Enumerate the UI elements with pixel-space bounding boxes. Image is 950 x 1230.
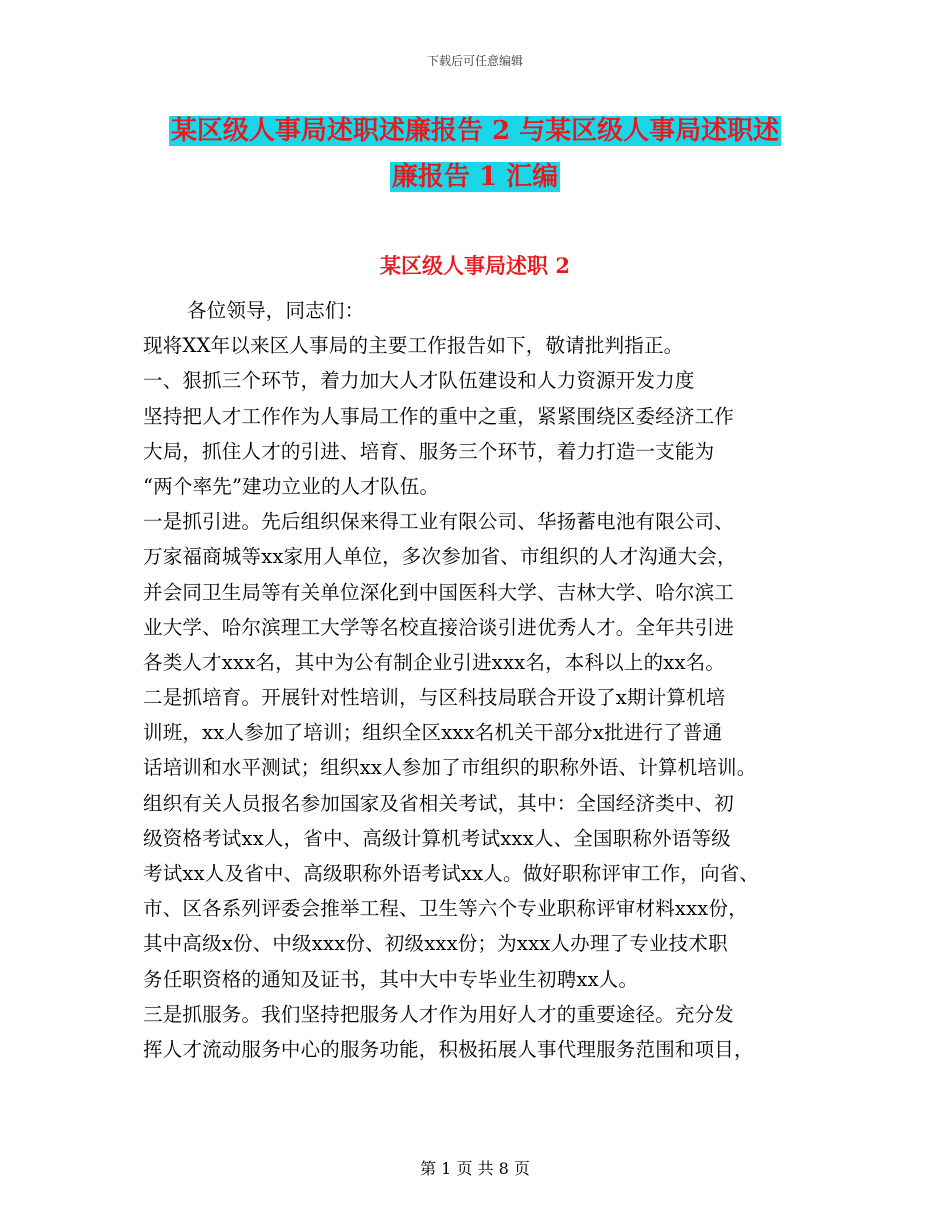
- body-line: 业大学、哈尔滨理工大学等名校直接洽谈引进优秀人才。全年共引进: [143, 615, 735, 639]
- body-line: “两个率先”建功立业的人才队伍。: [143, 474, 440, 498]
- body-line: 现将XX年以来区人事局的主要工作报告如下，敬请批判指正。: [143, 334, 684, 358]
- body-line: 级资格考试xx人，省中、高级计算机考试xxx人、全国职称外语等级: [143, 826, 731, 850]
- document-title: [140, 108, 810, 200]
- title-line-2-text: 廉报告 1 汇编: [391, 162, 559, 192]
- body-line: 坚持把人才工作作为人事局工作的重中之重，紧紧围绕区委经济工作: [143, 404, 735, 428]
- document-title-line-2: [140, 154, 810, 200]
- body-line: 并会同卫生局等有关单位深化到中国医科大学、吉林大学、哈尔滨工: [143, 580, 735, 604]
- document-title-line-1: [140, 108, 810, 154]
- title-line-1-text: 某区级人事局述职述廉报告 2 与某区级人事局述职述: [170, 116, 780, 146]
- body-line: 其中高级x份、中级xxx份、初级xxx份；为xxx人办理了专业技术职: [143, 932, 728, 956]
- body-line: 三是抓服务。我们坚持把服务人才作为用好人才的重要途径。充分发: [143, 1002, 735, 1026]
- body-line: 考试xx人及省中、高级职称外语考试xx人。做好职称评审工作，向省、: [143, 862, 760, 885]
- page-footer: 第 1 页 共 8 页: [420, 1159, 530, 1178]
- body-line: 市、区各系列评委会推举工程、卫生等六个专业职称评审材料xxx份，: [143, 897, 748, 921]
- body-line: 组织有关人员报名参加国家及省相关考试，其中：全国经济类中、初: [143, 791, 735, 815]
- body-line: 万家福商城等xx家用人单位，多次参加省、市组织的人才沟通大会，: [143, 545, 737, 569]
- body-line: 各位领导，同志们：: [187, 299, 365, 322]
- body-line: 二是抓培育。开展针对性培训，与区科技局联合开设了x期计算机培: [143, 686, 726, 710]
- document-body: [143, 293, 833, 1067]
- body-line: 挥人才流动服务中心的服务功能，积极拓展人事代理服务范围和项目，: [143, 1037, 754, 1061]
- body-line: 大局，抓住人才的引进、培育、服务三个环节，着力打造一支能为: [143, 439, 715, 463]
- body-line: 一、狠抓三个环节，着力加大人才队伍建设和人力资源开发力度: [143, 369, 695, 393]
- body-line: 务任职资格的通知及证书，其中大中专毕业生初聘xx人。: [143, 967, 639, 991]
- body-line: 训班，xx人参加了培训；组织全区xxx名机关干部分x批进行了普通: [143, 721, 723, 745]
- body-line: 一是抓引进。先后组织保来得工业有限公司、华扬蓄电池有限公司、: [143, 510, 735, 534]
- page-header-note: 下载后可任意编辑: [426, 54, 523, 68]
- body-line: 话培训和水平测试；组织xx人参加了市组织的职称外语、计算机培训。: [143, 756, 757, 780]
- section-heading: 某区级人事局述职 2: [380, 253, 570, 278]
- body-line: 各类人才xxx名，其中为公有制企业引进xxx名，本科以上的xx名。: [143, 650, 726, 674]
